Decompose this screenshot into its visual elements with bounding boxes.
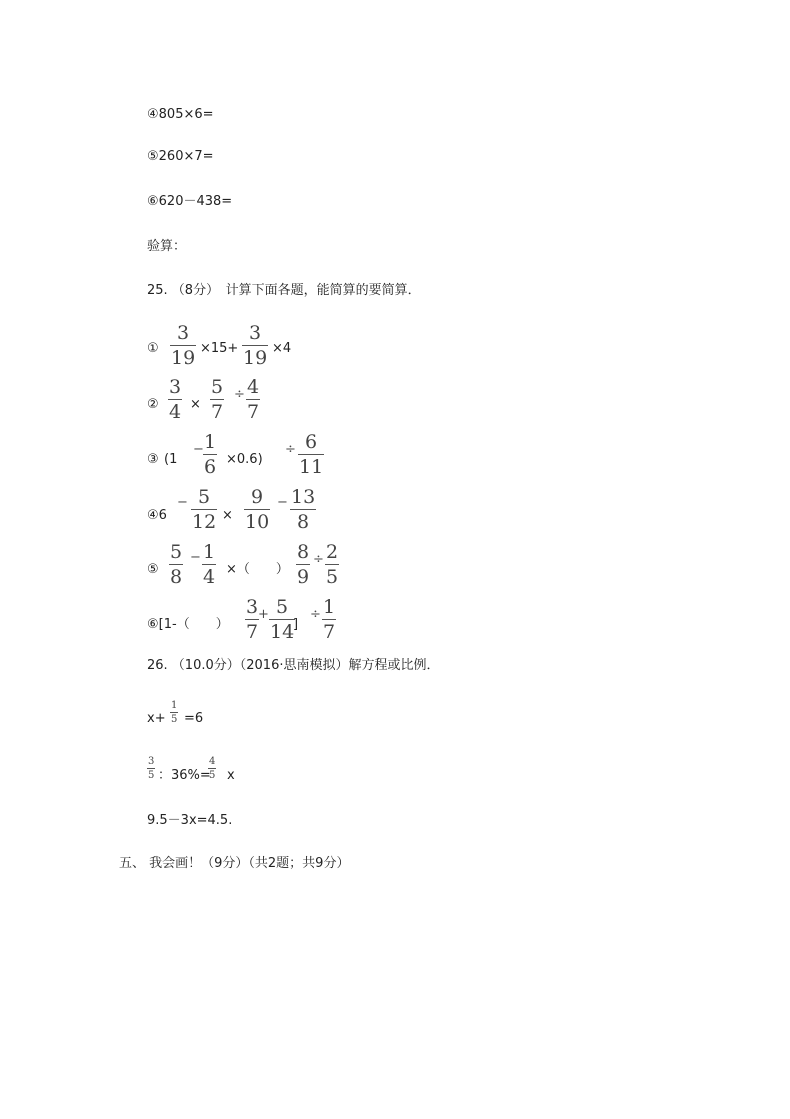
- marker: ③: [147, 452, 159, 467]
- question-25-header: 25. （8分） 计算下面各题，能简算的要简算．: [147, 283, 421, 298]
- equation-3: 9.5－3x=4.5.: [147, 813, 233, 828]
- fraction: 5 8: [170, 541, 183, 588]
- marker: ⑥[1-（ ）: [147, 617, 229, 632]
- operator-text: ×15+: [200, 341, 239, 356]
- fraction: 3 5: [148, 756, 155, 781]
- fraction: 1 5: [171, 700, 178, 725]
- fraction: 1 4: [203, 541, 216, 588]
- equation-text: x+: [147, 711, 166, 726]
- check-label: 验算：: [147, 239, 187, 254]
- equation-text: ：36%=: [158, 768, 211, 783]
- operator-text: ×4: [272, 341, 292, 356]
- calc-item-6: ⑥620－438=: [147, 194, 233, 209]
- operator: −: [193, 442, 204, 457]
- fraction: 5 7: [211, 376, 224, 423]
- operator: ÷: [310, 607, 321, 622]
- fraction: 3 19: [171, 322, 196, 369]
- operator: ÷: [234, 387, 245, 402]
- operator: ÷: [285, 442, 296, 457]
- fraction: 8 9: [297, 541, 310, 588]
- marker: ②: [147, 397, 159, 412]
- fraction: 5 14: [270, 596, 295, 643]
- marker: ④6: [147, 508, 167, 523]
- fraction: 13 8: [291, 486, 316, 533]
- fraction: 6 11: [299, 431, 324, 478]
- question-26-header: 26. （10.0分）（2016·思南模拟）解方程或比例．: [147, 658, 440, 673]
- operator: ÷: [313, 552, 324, 567]
- equation-text: =6: [184, 711, 204, 726]
- operator: ×: [222, 508, 233, 523]
- calc-item-4: ④805×6=: [147, 107, 214, 122]
- operator: +: [258, 607, 269, 622]
- fraction: 4 7: [247, 376, 260, 423]
- operator-text: ×（ ）: [226, 562, 289, 577]
- fraction: 5 12: [192, 486, 217, 533]
- close-bracket: ]: [293, 617, 299, 632]
- fraction: 2 5: [326, 541, 339, 588]
- fraction: 3 19: [243, 322, 268, 369]
- open-paren: (1: [164, 452, 178, 467]
- fraction: 1 7: [323, 596, 336, 643]
- fraction: 4 5: [209, 756, 216, 781]
- marker: ⑤: [147, 562, 159, 577]
- fraction: 9 10: [245, 486, 270, 533]
- operator: −: [177, 495, 188, 510]
- fraction: 1 6: [204, 431, 217, 478]
- fraction: 3 7: [246, 596, 259, 643]
- section-5-header: 五、 我会画！（9分）（共2题；共9分）: [119, 856, 350, 871]
- operator: −: [277, 495, 288, 510]
- operator: ×: [190, 397, 201, 412]
- marker: ①: [147, 341, 159, 356]
- operator: −: [190, 550, 201, 565]
- equation-text: x: [227, 768, 235, 783]
- operator-text: ×0.6): [226, 452, 263, 467]
- fraction: 3 4: [169, 376, 182, 423]
- calc-item-5: ⑤260×7=: [147, 149, 214, 164]
